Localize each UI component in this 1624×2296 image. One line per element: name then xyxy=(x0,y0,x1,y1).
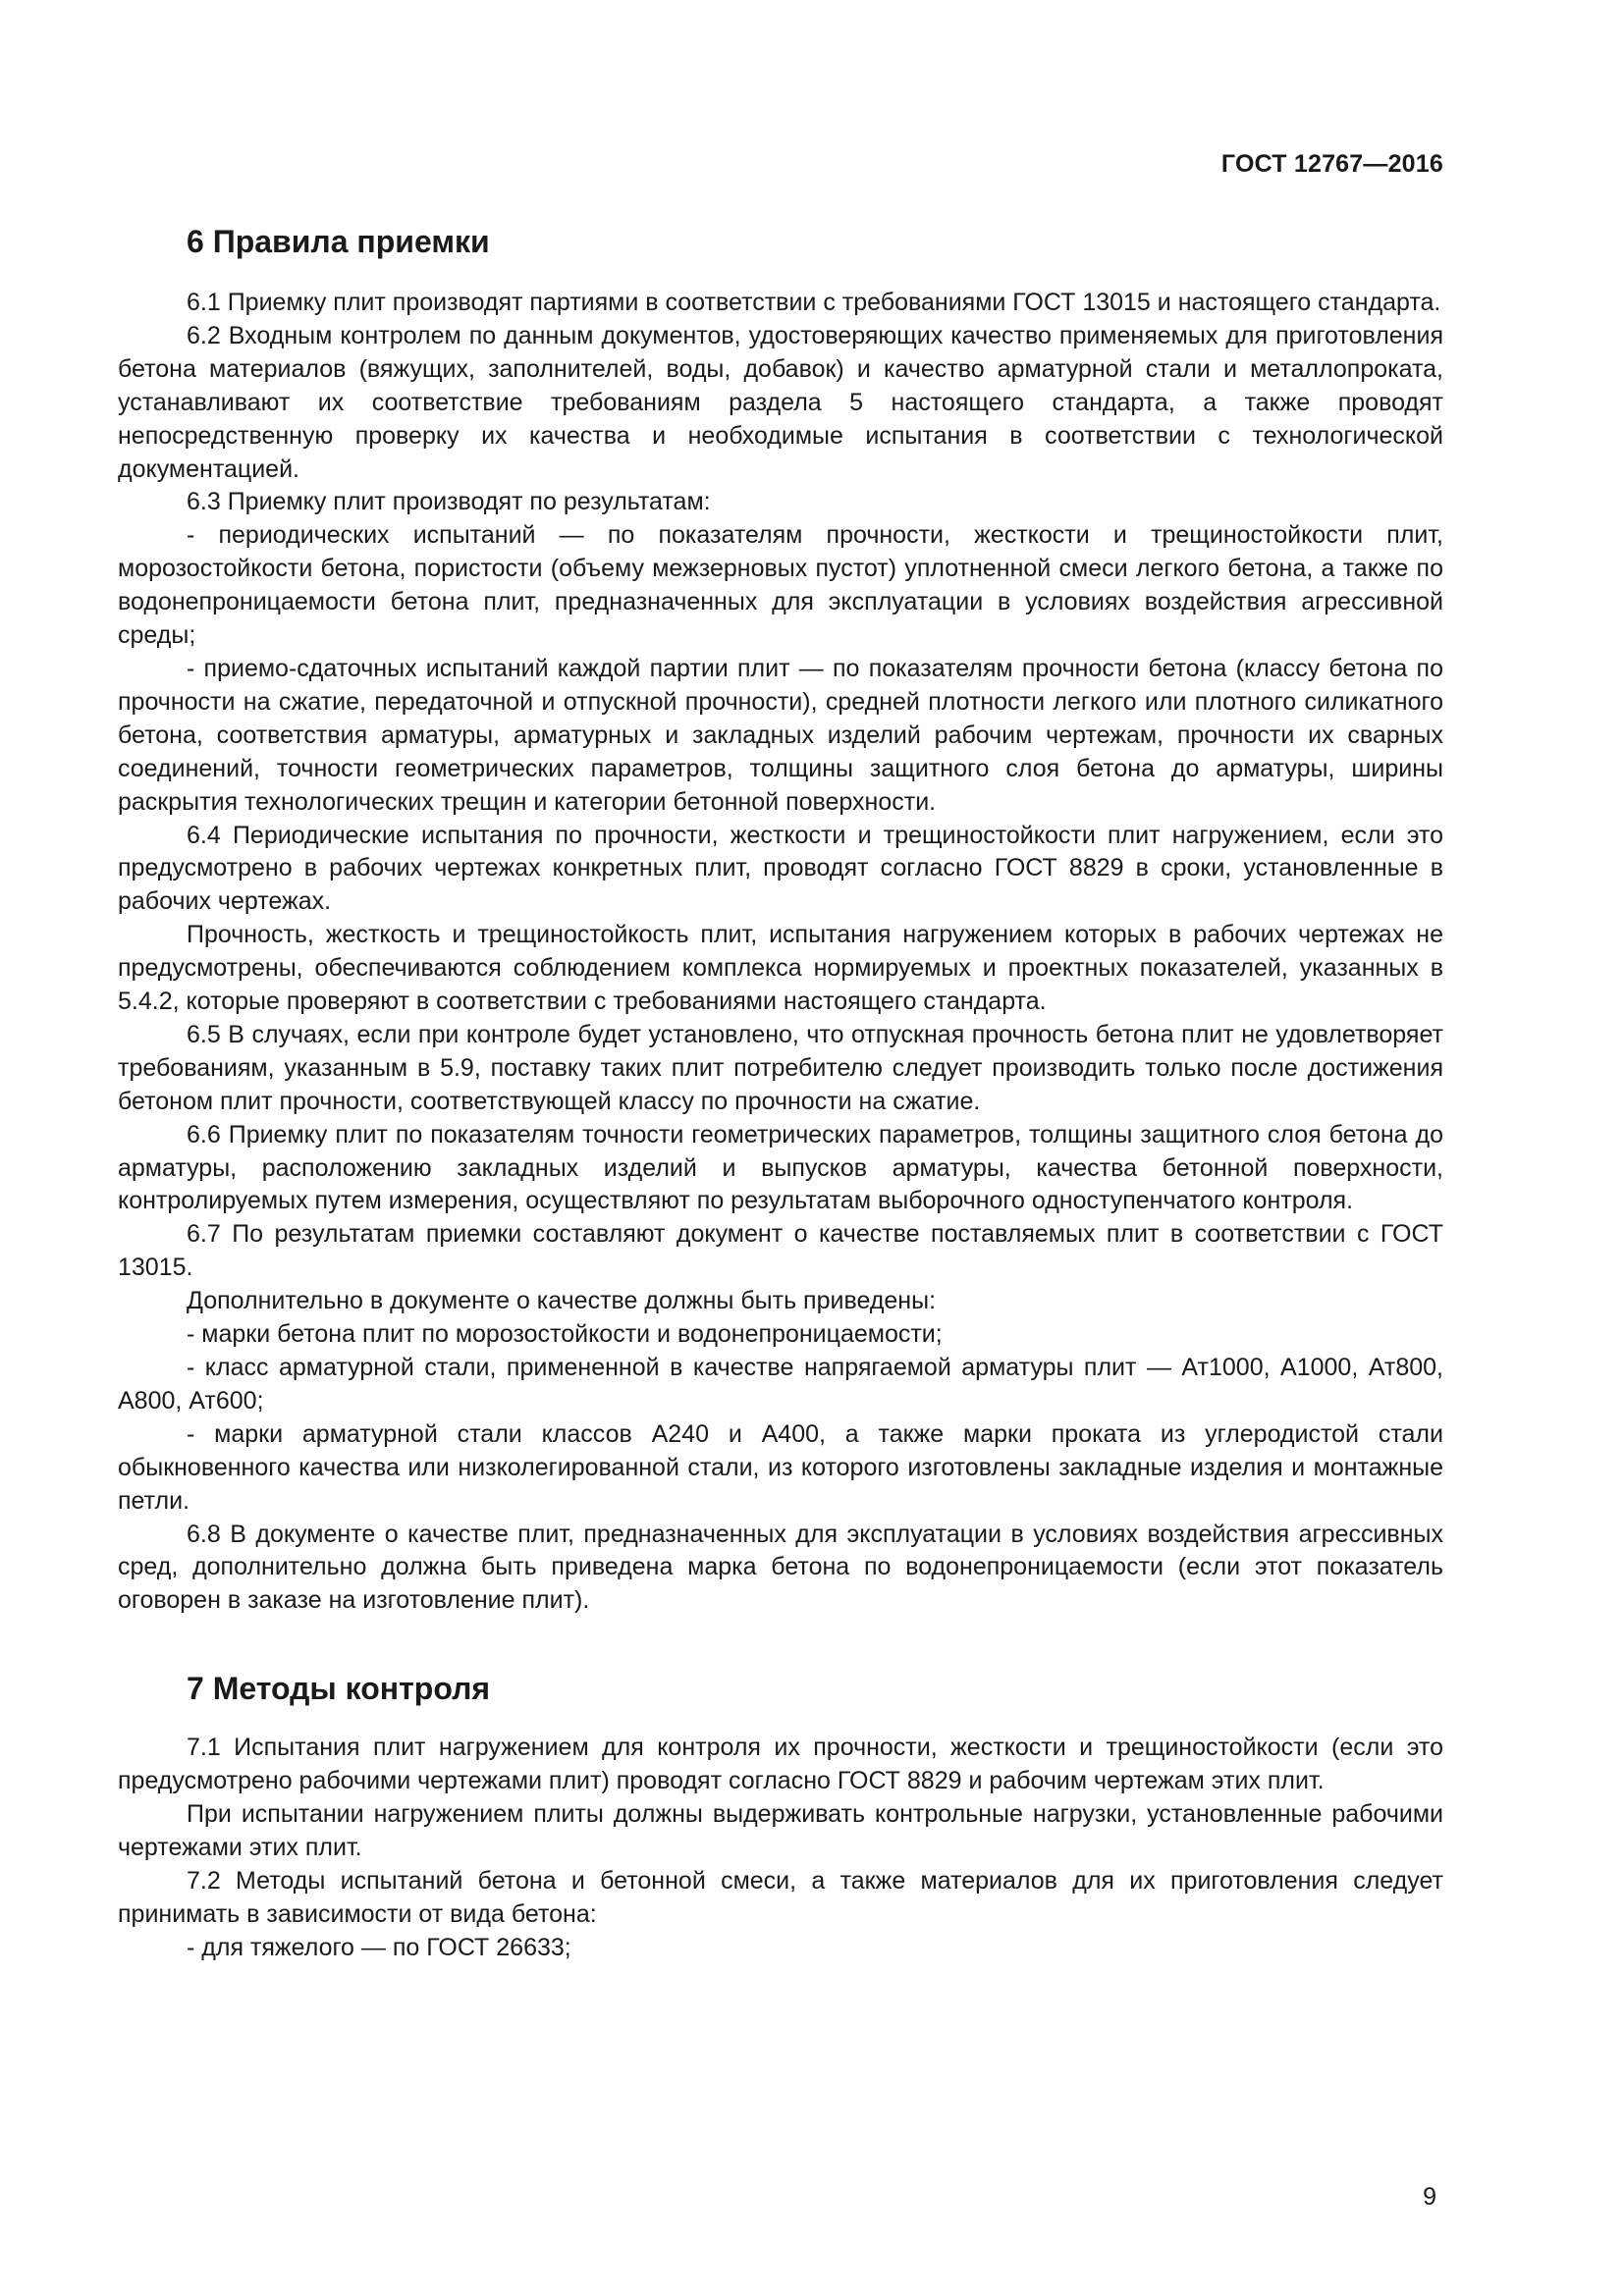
paragraph-6-5: 6.5 В случаях, если при контроле будет установлено, что отпускная прочность бетона плит не удовлетворяет требованиям, указанным в 5.9, поставку таких плит потребителю следует производить только после достижения бетоном плит прочности, соответствующей классу по прочности на сжатие. xyxy=(118,1020,1443,1115)
paragraph-6-6: 6.6 Приемку плит по показателям точности геометрических параметров, толщины защитного слоя бетона до арматуры, расположению закладных изделий и выпусков арматуры, качества бетонной поверхности, контролируемых путем измерения, осуществляют по результатам выборочного одноступенчатого контроля. xyxy=(118,1120,1443,1215)
document-code-header: ГОСТ 12767—2016 xyxy=(1220,150,1443,178)
paragraph-6-4: 6.4 Периодические испытания по прочности, жесткости и трещиностойкости плит нагружением, если это предусмотрено в рабочих чертежах конкретных плит, проводят согласно ГОСТ 8829 в сроки, установленные в рабочих чертежах. xyxy=(118,821,1443,916)
paragraph-6-4-continued: Прочность, жесткость и трещиностойкость плит, испытания нагружением которых в рабочих чертежах не предусмотрены, обеспечиваются соблюдением комплекса нормируемых и проектных показателей, указанных в 5.4.2, которые проверяют в соответствии с требованиями настоящего стандарта. xyxy=(118,921,1443,1016)
page-body xyxy=(118,222,1443,1965)
paragraph-6-8: 6.8 В документе о качестве плит, предназначенных для эксплуатации в условиях воздействия агрессивных сред, дополнительно должна быть приведена марка бетона по водонепроницаемости (если этот показатель оговорен в заказе на изготовление плит). xyxy=(118,1520,1443,1615)
section-6-heading: 6 Правила приемки xyxy=(187,224,490,259)
section-7-body xyxy=(118,1732,1443,1964)
list-item-acceptance-tests: - приемо-сдаточных испытаний каждой партии плит — по показателям прочности бетона (классу бетона по прочности на сжатие, передаточной и отпускной прочности), средней плотности легкого или плотного силикатного бетона, соответствия арматуры, арматурных и закладных изделий рабочим чертежам, прочности их сварных соединений, точности геометрических параметров, толщины защитного слоя бетона до арматуры, ширины раскрытия технологических трещин и категории бетонной поверхности. xyxy=(118,654,1443,816)
paragraph-7-1: 7.1 Испытания плит нагружением для контроля их прочности, жесткости и трещиностойкости (если это предусмотрено рабочими чертежами плит) проводят согласно ГОСТ 8829 и рабочим чертежам этих плит. xyxy=(118,1734,1443,1795)
section-7-heading: 7 Методы контроля xyxy=(187,1671,491,1707)
paragraph-6-7-additional: Дополнительно в документе о качестве должны быть приведены: xyxy=(187,1287,937,1315)
list-item-steel-class: - класс арматурной стали, примененной в качестве напрягаемой арматуры плит — Ат1000, А1000, Ат800, А800, Ат600; xyxy=(118,1354,1443,1415)
paragraph-7-1-continued: При испытании нагружением плиты должны выдерживать контрольные нагрузки, установленные рабочими чертежами этих плит. xyxy=(118,1800,1443,1861)
list-item-steel-grades: - марки арматурной стали классов А240 и А400, а также марки проката из углеродистой стали обыкновенного качества или низколегированной стали, из которого изготовлены закладные изделия и монтажные петли. xyxy=(118,1419,1443,1515)
list-item-periodic-tests: - периодических испытаний — по показателям прочности, жесткости и трещиностойкости плит, морозостойкости бетона, пористости (объему межзерновых пустот) уплотненной смеси легкого бетона, а также по водонепроницаемости бетона плит, предназначенных для эксплуатации в условиях воздействия агрессивной среды; xyxy=(118,521,1443,650)
paragraph-6-3: 6.3 Приемку плит производят по результатам: xyxy=(187,488,711,516)
paragraph-6-2: 6.2 Входным контролем по данным документов, удостоверяющих качество применяемых для приготовления бетона материалов (вяжущих, заполнителей, воды, добавок) и качество арматурной стали и металлопроката, устанавливают их соответствие требованиям раздела 5 настоящего стандарта, а также проводят непосредственную проверку их качества и необходимые испытания в соответствии с технологической документацией. xyxy=(118,321,1443,483)
section-6-body xyxy=(118,287,1443,1618)
paragraph-7-2: 7.2 Методы испытаний бетона и бетонной смеси, а также материалов для их приготовления следует принимать в зависимости от вида бетона: xyxy=(118,1866,1443,1928)
list-item-concrete-grades: - марки бетона плит по морозостойкости и водонепроницаемости; xyxy=(187,1320,943,1349)
paragraph-6-1: 6.1 Приемку плит производят партиями в соответствии с требованиями ГОСТ 13015 и настоящего стандарта. xyxy=(187,289,1441,316)
paragraph-6-7: 6.7 По результатам приемки составляют документ о качестве поставляемых плит в соответствии с ГОСТ 13015. xyxy=(118,1220,1443,1282)
page-number: 9 xyxy=(1423,2183,1436,2211)
list-item-heavy-concrete: - для тяжелого — по ГОСТ 26633; xyxy=(187,1933,571,1961)
